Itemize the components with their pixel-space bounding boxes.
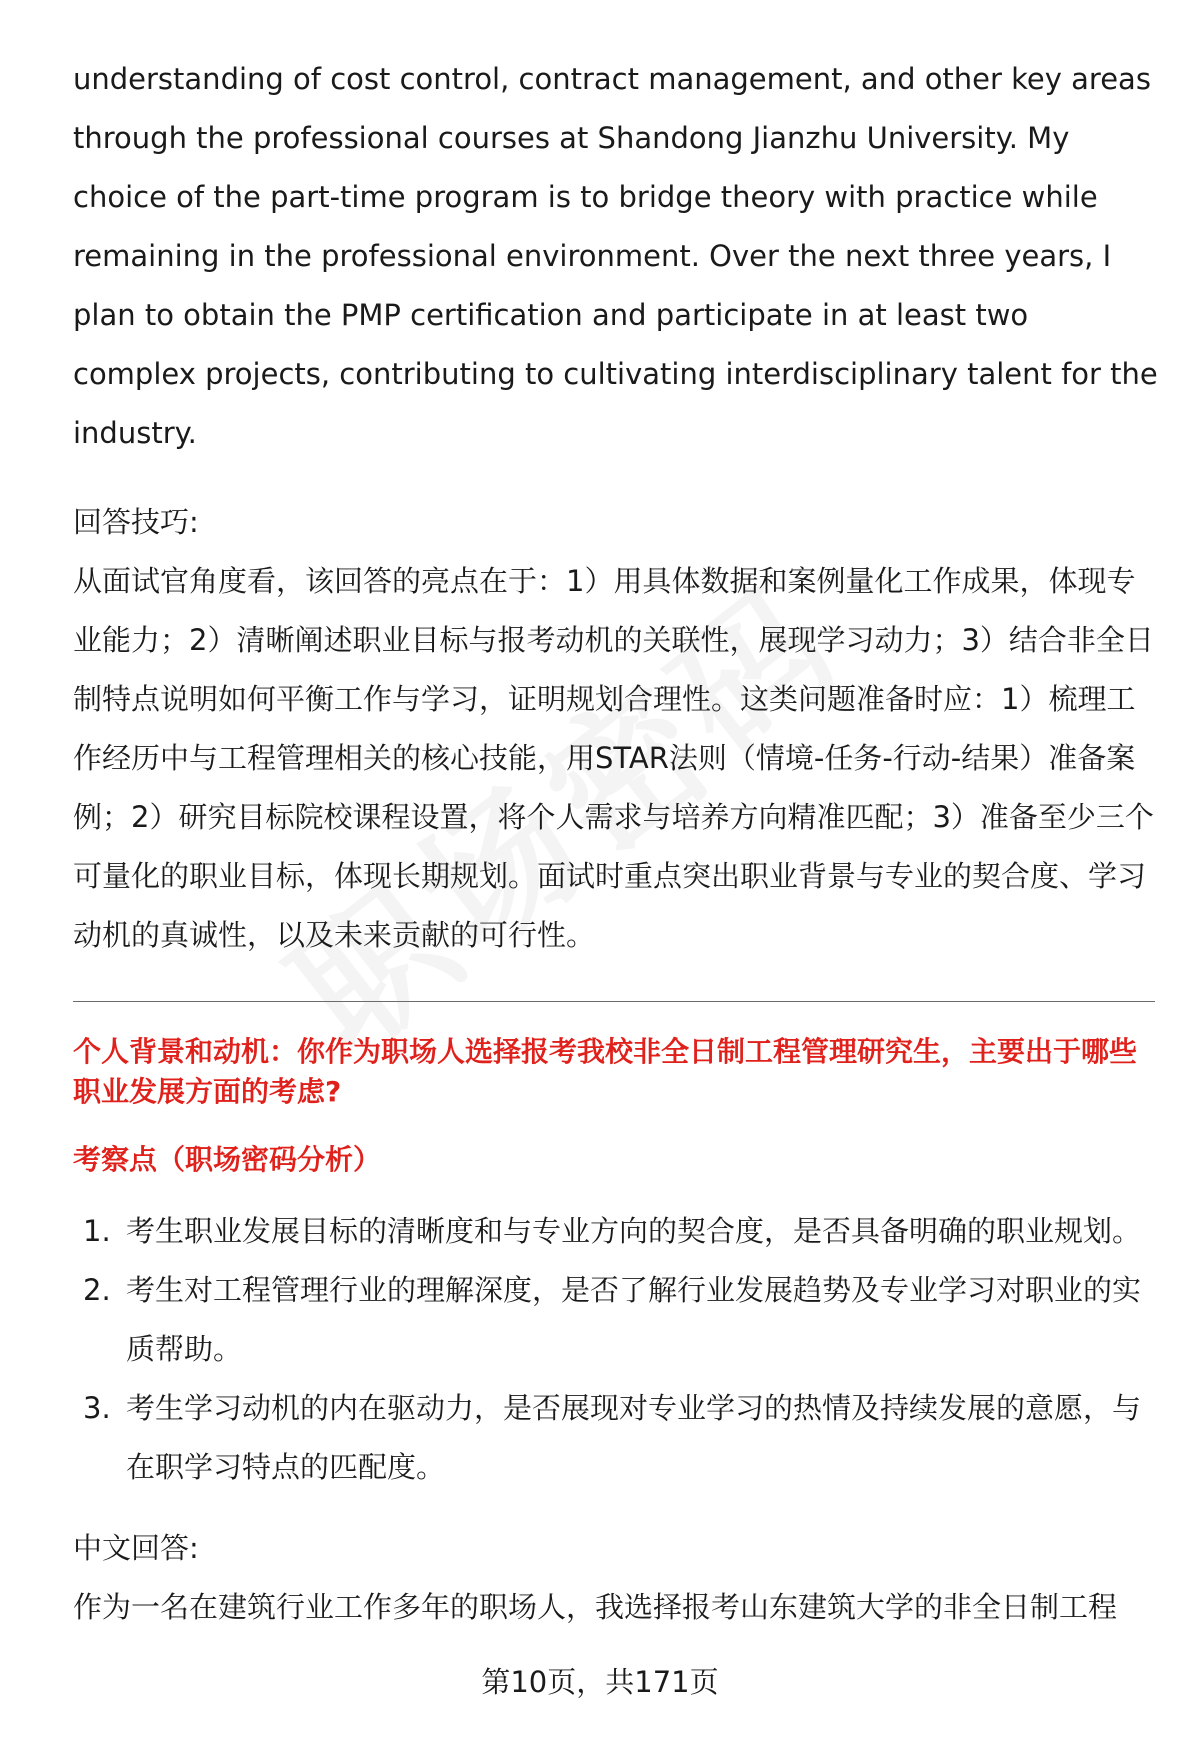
chinese-answer-first-line: 作为一名在建筑行业工作多年的职场人，我选择报考山东建筑大学的非全日制工程: [73, 1590, 1118, 1624]
assessment-points-list: [73, 1202, 1158, 1497]
english-answer-paragraph: understanding of cost control, contract management, and other key areas through the professional courses at Shandong Jianzhu University. My choice of the part-time program is to bridge theory with practice while remaining in the professional environment. Over the next three years, I plan to obtain the PMP certification and participate in at least two complex projects, contributing to cultivating interdisciplinary talent for the industry.: [73, 62, 1158, 450]
list-item: [73, 1261, 1158, 1379]
list-item: [73, 1379, 1158, 1497]
question-heading: 个人背景和动机：你作为职场人选择报考我校非全日制工程管理研究生，主要出于哪些职业发展方面的考虑?: [73, 1035, 1138, 1108]
assessment-points-title: 考察点（职场密码分析）: [73, 1143, 382, 1176]
list-item-text: 考生职业发展目标的清晰度和与专业方向的契合度，是否具备明确的职业规划。: [126, 1214, 1142, 1248]
section-divider: [73, 1001, 1155, 1002]
chinese-answer-label: 中文回答:: [73, 1531, 199, 1565]
tips-paragraph: 从面试官角度看，该回答的亮点在于：1）用具体数据和案例量化工作成果，体现专业能力；2）清晰阐述职业目标与报考动机的关联性，展现学习动力；3）结合非全日制特点说明如何平衡工作与学习，证明规划合理性。这类问题准备时应：1）梳理工作经历中与工程管理相关的核心技能，用STAR法则（情境-任务-行动-结果）准备案例；2）研究目标院校课程设置，将个人需求与培养方向精准匹配；3）准备至少三个可量化的职业目标，体现长期规划。面试时重点突出职业背景与专业的契合度、学习动机的真诚性，以及未来贡献的可行性。: [73, 564, 1154, 952]
list-item: [73, 1202, 1158, 1261]
page-number-footer: 第10页，共171页: [481, 1665, 719, 1699]
list-item-text: 考生学习动机的内在驱动力，是否展现对专业学习的热情及持续发展的意愿，与在职学习特点的匹配度。: [126, 1391, 1142, 1484]
list-item-number: 2.: [83, 1273, 111, 1307]
list-item-number: 3.: [83, 1391, 111, 1425]
list-item-number: 1.: [83, 1214, 111, 1248]
tips-label: 回答技巧:: [73, 505, 199, 539]
list-item-text: 考生对工程管理行业的理解深度，是否了解行业发展趋势及专业学习对职业的实质帮助。: [126, 1273, 1142, 1366]
document-page: [73, 50, 1158, 1637]
